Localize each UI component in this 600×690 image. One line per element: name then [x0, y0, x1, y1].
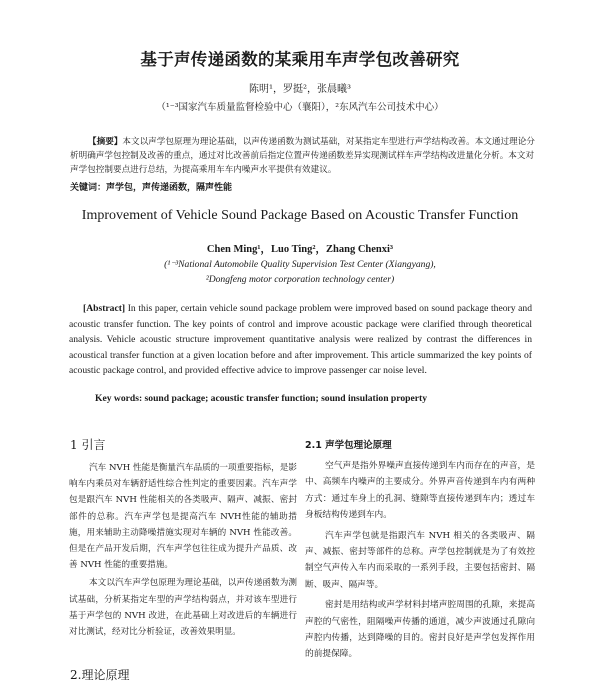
section-2-heading: 2.理论原理	[70, 668, 130, 682]
abstract-en-text: In this paper, certain vehicle sound package problem were improved based on sound package theory and acoustic transfer function. The key points of control and improve acoustic package were clarified through theoretical analysis. Vehicle acoustic structure improvement quantitative analysis were realized by contrast the differences in acoustical transfer function at a given location before and after improvement. This article summarized the key points of acoustic package control, and provided effective advice to improve passenger car noise level.	[69, 303, 533, 377]
affiliation-en-line1: (¹⁻³National Automobile Quality Supervision Test Center (Xiangyang),	[164, 259, 436, 270]
abstract-cn-label: 【摘要】	[88, 137, 123, 147]
section-2-1-heading: 2.1 声学包理论原理	[305, 440, 392, 451]
section-2-1-paragraph: 密封是用结构或声学材料封堵声腔周围的孔隙，来提高声腔的气密性，阻隔噪声传播的通道，减少声波通过孔隙向声腔内传播，达到降噪的目的。密封良好是声学包发挥作用的前提保障。	[305, 600, 535, 660]
left-column	[69, 460, 297, 640]
keywords-cn-label: 关键词：	[70, 183, 107, 193]
authors-en: Chen Ming¹，Luo Ting²，Zhang Chenxi³	[206, 244, 394, 255]
keywords-cn-text: 声学包，声传递函数，隔声性能	[106, 183, 233, 193]
section-1-paragraph: 本文以汽车声学包原理为理论基础，以声传递函数为测试基础，分析某指定车型的声学结构弱点，并对该车型进行基于声学包的 NVH 改进，在此基础上对改进后的车辆进行对比测试，经对比分析验证，改善效果明显。	[69, 578, 297, 638]
keywords-cn	[70, 180, 540, 193]
affiliation-cn: （¹⁻³国家汽车质量监督检验中心（襄阳），²东风汽车公司技术中心）	[156, 102, 444, 113]
section-1-heading: 1 引言	[70, 438, 106, 452]
section-2-1-paragraph: 汽车声学包就是指跟汽车 NVH 相关的各类吸声、隔声、减振、密封等部件的总称。声学包控制就是为了有效控制空气声传入车内而采取的一系列手段，主要包括密封、隔断、吸声、隔声等。	[305, 530, 535, 590]
affiliation-en-line2: ²Dongfeng motor corporation technology center)	[205, 274, 395, 285]
abstract-cn-text: 本文以声学包原理为理论基础，以声传递函数为测试基础，对某指定车型进行声学结构改善。本文通过理论分析明确声学包控制及改善的重点，通过对比改善前后指定位置声传递函数差异实现测试样车声学结构改进量化分析。本文对声学包控制要点进行总结，为提高乘用车车内噪声水平提供有效建议。	[70, 137, 535, 175]
paper-title-en: Improvement of Vehicle Sound Package Based on Acoustic Transfer Function	[81, 208, 519, 223]
section-2-1-paragraph: 空气声是指外界噪声直接传递到车内而存在的声音，是中、高频车内噪声的主要成分。外界声音传递到车内有两种方式：通过车身上的孔洞、缝隙等直接传递到车内；透过车身板结构传递到车内。	[305, 461, 535, 521]
affiliation-en	[0, 257, 600, 287]
right-column	[305, 458, 535, 663]
abstract-cn	[70, 135, 540, 177]
paper-title-cn: 基于声传递函数的某乘用车声学包改善研究	[140, 50, 460, 69]
section-1-paragraph: 汽车 NVH 性能是衡量汽车品质的一项重要指标，是影响车内乘员对车辆舒适性综合性判定的重要因素。汽车声学包是跟汽车 NVH 性能相关的各类吸声、隔声、减振、密封部件的总称。汽车声学包是提高汽车 NVH性能的辅助措施，用来辅助主动降噪措施实现对车辆的 NVH 性能改善。但是在产品开发后期，汽车声学包往往成为提升产品质、改善 NVH 性能的重要措施。	[69, 463, 297, 571]
authors-cn: 陈明¹，罗挺²，张晨曦³	[248, 84, 352, 95]
keywords-en: Key words: sound package; acoustic transfer function; sound insulation property	[95, 393, 427, 404]
abstract-en	[69, 301, 532, 379]
abstract-en-label: [Abstract]	[83, 303, 126, 314]
